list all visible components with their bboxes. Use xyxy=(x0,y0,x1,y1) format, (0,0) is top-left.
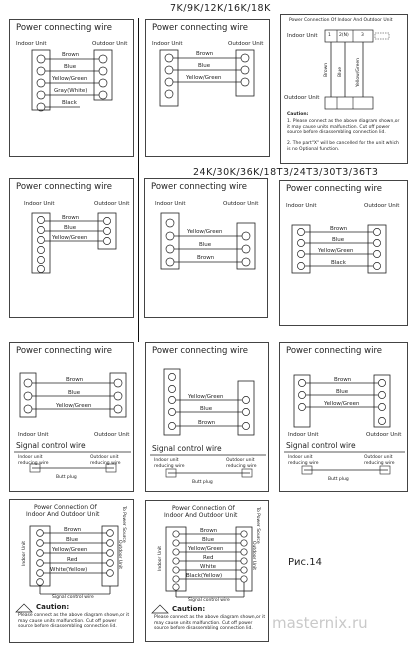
panel-9-indoor-label: Indoor Unit xyxy=(288,432,319,438)
panel-3-wire-yg: Yellow/Green xyxy=(356,58,361,87)
panel-4-outdoor-label: Outdoor Unit xyxy=(94,201,130,207)
panel-6-outdoor-label: Outdoor Unit xyxy=(364,203,400,209)
panel-9-wire-yg: Yellow/Green xyxy=(324,401,360,407)
panel-10-caution-title: Caution: xyxy=(36,603,70,611)
panel-3-caution-1: 1. Please connect as the above diagram shown,or it may cause units malfunction. Cut off power source before disassembling connection lid. xyxy=(287,119,400,135)
panel-1-outdoor-label: Outdoor Unit xyxy=(92,41,128,47)
panel-1-wire-black: Black xyxy=(62,100,77,106)
divider-line xyxy=(138,18,139,342)
panel-2-wire-yg: Yellow/Green xyxy=(186,75,222,81)
panel-5-wiring xyxy=(145,179,269,319)
panel-4-title: Power connecting wire xyxy=(16,182,112,192)
panel-3-t3: 3 xyxy=(361,33,364,38)
panel-2-wire-brown: Brown xyxy=(196,51,214,57)
panel-5-wire-blue: Blue xyxy=(199,242,212,248)
panel-7-wiring xyxy=(10,343,135,493)
panel-7-wire-yg: Yellow/Green xyxy=(56,403,92,409)
panel-11-caution: Please connect as the above diagram shown,or it may cause units malfunction. Cut off power source before disassembling connection lid. xyxy=(154,615,266,631)
panel-4-wiring xyxy=(10,179,135,319)
panel-5-outdoor-label: Outdoor Unit xyxy=(223,201,259,207)
panel-9-indoor-reducing: Indoor unit reducing wire xyxy=(288,455,319,466)
panel-10 xyxy=(9,499,134,643)
panel-3-wire-blue: Blue xyxy=(338,67,343,77)
panel-9-butt-plug: Butt plug xyxy=(328,477,349,482)
panel-6-wire-yg: Yellow/Green xyxy=(318,248,354,254)
panel-1 xyxy=(9,19,134,157)
panel-10-title-2: Indoor And Outdoor Unit xyxy=(26,511,100,518)
panel-8-signal-title: Signal control wire xyxy=(152,444,222,453)
panel-8-butt-plug: Butt plug xyxy=(192,480,213,485)
panel-4 xyxy=(9,178,134,318)
panel-2-wire-blue: Blue xyxy=(198,63,211,69)
panel-8-wiring xyxy=(146,343,270,493)
panel-9-wire-blue: Blue xyxy=(336,389,349,395)
panel-9-wiring xyxy=(280,343,409,493)
panel-7-signal-title: Signal control wire xyxy=(16,441,86,450)
figure-label: Рис.14 xyxy=(288,557,322,568)
panel-11-wire-brown: Brown xyxy=(200,528,218,534)
panel-9-wire-brown: Brown xyxy=(334,377,352,383)
panel-9 xyxy=(279,342,408,492)
panel-2-indoor-label: Indoor Unit xyxy=(152,41,183,47)
panel-2-title: Power connecting wire xyxy=(152,23,248,33)
panel-3-t1: 1 xyxy=(328,33,331,38)
panel-11-wire-blue: Blue xyxy=(202,537,215,543)
panel-11-title-2: Indoor And Outdoor Unit xyxy=(164,512,238,519)
panel-11-outdoor-label: Outdoor Unit xyxy=(251,541,256,570)
panel-10-to-power: To Power Source xyxy=(121,506,126,543)
panel-3-outdoor-label: Outdoor Unit xyxy=(284,95,320,101)
panel-4-indoor-label: Indoor Unit xyxy=(24,201,55,207)
panel-7-outdoor-reducing: Outdoor unit reducing wire xyxy=(90,455,121,466)
panel-11-wire-red: Red xyxy=(203,555,214,561)
panel-6-wire-black: Black xyxy=(331,260,346,266)
panel-1-wire-yg: Yellow/Green xyxy=(52,76,88,82)
panel-9-outdoor-reducing: Outdoor unit reducing wire xyxy=(364,455,395,466)
panel-3 xyxy=(280,14,408,164)
panel-8 xyxy=(145,342,269,492)
panel-4-wire-yg: Yellow/Green xyxy=(52,235,88,241)
panel-9-signal-title: Signal control wire xyxy=(286,441,356,450)
panel-10-title-1: Power Connection Of xyxy=(34,504,97,511)
panel-3-t2: 2(N) xyxy=(339,33,349,38)
panel-8-wire-yg: Yellow/Green xyxy=(188,394,224,400)
panel-8-title: Power connecting wire xyxy=(152,346,248,356)
panel-7-indoor-reducing: Indoor unit reducing wire xyxy=(18,455,49,466)
panel-6-wire-brown: Brown xyxy=(330,226,348,232)
panel-1-wire-blue: Blue xyxy=(64,64,77,70)
panel-7-butt-plug: Butt plug xyxy=(56,475,77,480)
panel-5-title: Power connecting wire xyxy=(151,182,247,192)
panel-10-signal: Signal control wire xyxy=(52,595,94,600)
panel-9-outdoor-label: Outdoor Unit xyxy=(366,432,402,438)
panel-8-wire-brown: Brown xyxy=(198,420,216,426)
panel-7-outdoor-label: Outdoor Unit xyxy=(94,432,130,438)
panel-4-wire-brown: Brown xyxy=(62,215,80,221)
panel-11-indoor-label: Indoor Unit xyxy=(158,546,163,571)
panel-6-wiring xyxy=(280,181,409,327)
panel-2 xyxy=(145,19,270,157)
panel-6-title: Power connecting wire xyxy=(286,184,382,194)
panel-3-title: Power Connection Of Indoor And Outdoor Unit xyxy=(289,18,393,23)
panel-7-indoor-label: Indoor Unit xyxy=(18,432,49,438)
panel-11-signal: Signal control wire xyxy=(188,598,230,603)
panel-7-wire-blue: Blue xyxy=(68,390,81,396)
panel-10-outdoor-label: Outdoor Unit xyxy=(117,540,122,569)
panel-3-caution-title: Caution: xyxy=(287,112,309,117)
panel-6-wire-blue: Blue xyxy=(332,237,345,243)
panel-11-wire-white: White xyxy=(200,564,216,570)
panel-11-title-1: Power Connection Of xyxy=(172,505,235,512)
panel-10-wire-blue: Blue xyxy=(66,537,79,543)
panel-8-outdoor-reducing: Outdoor unit reducing wire xyxy=(226,458,257,469)
panel-10-wire-white-yellow: White(Yellow) xyxy=(50,567,88,573)
panel-7-title: Power connecting wire xyxy=(16,346,112,356)
panel-11-wire-black-yellow: Black(Yellow) xyxy=(186,573,223,579)
header-group1: 7K/9K/12K/16K/18K xyxy=(170,3,271,14)
panel-5-indoor-label: Indoor Unit xyxy=(155,201,186,207)
panel-8-indoor-reducing: Indoor unit reducing wire xyxy=(154,458,185,469)
panel-3-indoor-label: Indoor Unit xyxy=(287,33,318,39)
panel-11-caution-title: Caution: xyxy=(172,605,206,613)
panel-6-indoor-label: Indoor Unit xyxy=(286,203,317,209)
panel-3-caution-2: 2. The part"X" will be cancelled for the unit which is no Optional function. xyxy=(287,141,399,152)
panel-10-wire-brown: Brown xyxy=(64,527,82,533)
panel-7-wire-brown: Brown xyxy=(66,377,84,383)
panel-1-indoor-label: Indoor Unit xyxy=(16,41,47,47)
panel-1-wire-gray: Gray(White) xyxy=(54,88,88,94)
panel-9-title: Power connecting wire xyxy=(286,346,382,356)
panel-10-wire-yg: Yellow/Green xyxy=(52,547,88,553)
panel-5 xyxy=(144,178,268,318)
panel-2-outdoor-label: Outdoor Unit xyxy=(228,41,264,47)
panel-1-title: Power connecting wire xyxy=(16,23,112,33)
panel-1-wire-brown: Brown xyxy=(62,52,80,58)
panel-7 xyxy=(9,342,134,492)
panel-10-indoor-label: Indoor Unit xyxy=(22,541,27,566)
panel-11 xyxy=(145,500,269,642)
panel-3-wire-brown: Brown xyxy=(324,62,329,77)
header-group2: 24K/30K/36K/18T3/24T3/30T3/36T3 xyxy=(193,167,379,178)
panel-10-wire-red: Red xyxy=(67,557,78,563)
panel-2-wiring xyxy=(146,20,271,158)
panel-6 xyxy=(279,180,408,326)
watermark: masternix.ru xyxy=(272,614,368,632)
panel-5-wire-brown: Brown xyxy=(197,255,215,261)
panel-10-caution: Please connect as the above diagram shown,or it may cause units malfunction. Cut off power source before disassembling connection lid. xyxy=(18,613,130,629)
panel-5-wire-yg: Yellow/Green xyxy=(187,229,223,235)
panel-8-wire-blue: Blue xyxy=(200,406,213,412)
panel-11-wire-yg: Yellow/Green xyxy=(188,546,224,552)
panel-4-wire-blue: Blue xyxy=(64,225,77,231)
panel-11-to-power: To Power Source xyxy=(255,507,260,544)
